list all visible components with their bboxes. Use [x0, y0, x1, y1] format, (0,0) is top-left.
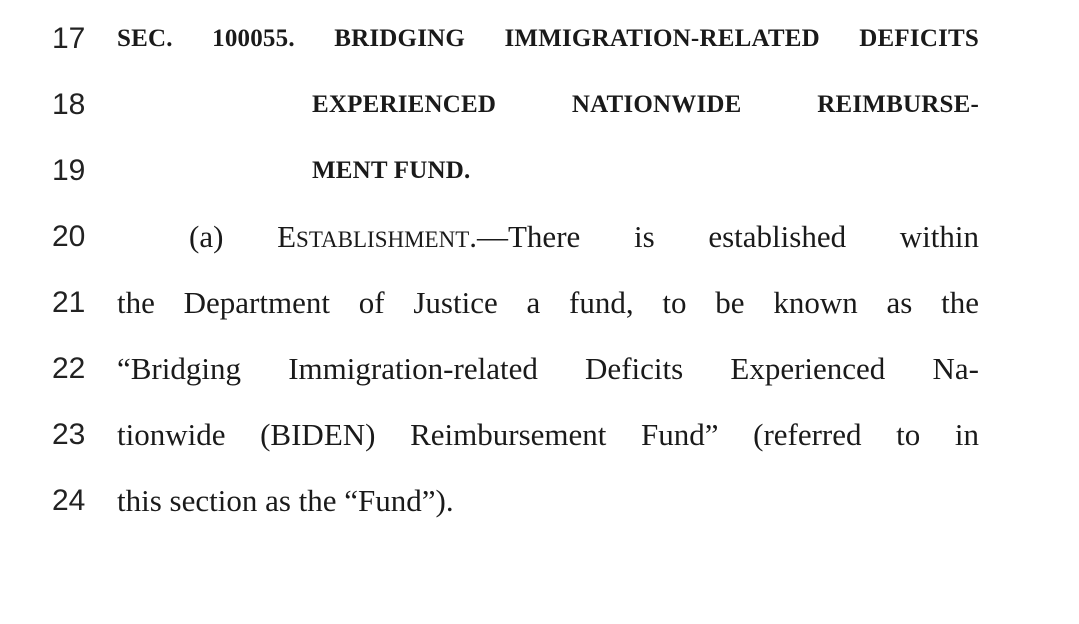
- subsection-text: .—There is established within: [469, 219, 979, 254]
- body-text-line: this section as the “Fund”).: [117, 483, 454, 518]
- line-number: 19: [52, 154, 86, 187]
- line-number: 23: [52, 418, 86, 451]
- line-number: 21: [52, 286, 86, 319]
- body-text-line: “Bridging Immigration-related Deficits Experienced Na-: [117, 351, 979, 386]
- document-line: [0, 204, 1079, 270]
- section-heading-line: SEC. 100055. BRIDGING IMMIGRATION-RELATED DEFICITS: [117, 25, 979, 52]
- document-line: [0, 6, 1079, 72]
- document-line: [0, 270, 1079, 336]
- subsection-heading: STABLISHMENT: [296, 227, 470, 252]
- line-number: 18: [52, 88, 86, 121]
- subsection-heading-initial: E: [277, 219, 297, 254]
- line-number: 17: [52, 22, 86, 55]
- line-number: 22: [52, 352, 86, 385]
- document-line: [0, 402, 1079, 468]
- document-line: [0, 72, 1079, 138]
- section-heading-line: EXPERIENCED NATIONWIDE REIMBURSE-: [312, 91, 979, 118]
- subsection-line: [117, 204, 979, 273]
- section-heading-line: MENT FUND.: [312, 157, 471, 184]
- subsection-label: (a): [189, 219, 278, 254]
- line-number: 20: [52, 220, 86, 253]
- document-line: [0, 336, 1079, 402]
- document-line: [0, 468, 1079, 534]
- body-text-line: tionwide (BIDEN) Reimbursement Fund” (referred to in: [117, 417, 979, 452]
- line-number: 24: [52, 484, 86, 517]
- document-line: [0, 138, 1079, 204]
- body-text-line: the Department of Justice a fund, to be known as the: [117, 285, 979, 320]
